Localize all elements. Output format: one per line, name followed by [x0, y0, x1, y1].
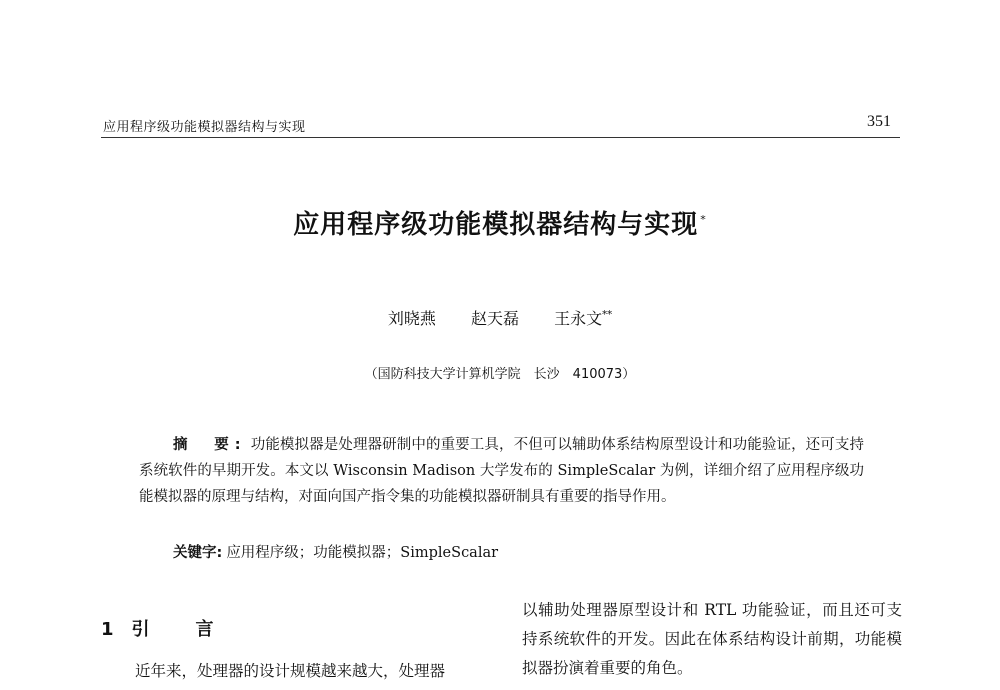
author-name: 赵天磊 — [470, 309, 519, 328]
title-footnote-mark: * — [700, 213, 707, 227]
keywords — [173, 540, 863, 566]
author-footnote-mark: ** — [602, 309, 613, 321]
abstract — [139, 432, 864, 510]
running-head — [101, 110, 891, 136]
header-rule — [101, 137, 900, 138]
section-heading — [101, 615, 228, 641]
author-name-text: 王永文 — [554, 309, 603, 328]
affiliation: （国防科技大学计算机学院 长沙 410073） — [364, 367, 636, 382]
author-name: 刘晓燕 — [387, 309, 436, 328]
abstract-text: 功能模拟器是处理器研制中的重要工具，不但可以辅助体系结构原型设计和功能验证，还可支持系统软件的早期开发。本文以 Wisconsin Madison 大学发布的 SimpleScalar 为例，详细介绍了应用程序级功能模拟器的原理与结构，对面向国产指令集的功能模拟器研制具有重要的指导作用。 — [139, 437, 864, 505]
author-name — [554, 309, 612, 328]
section-title: 引 言 — [131, 619, 228, 640]
abstract-label: 摘 要: — [173, 437, 247, 453]
paper-title — [0, 204, 1000, 241]
paper-title-text: 应用程序级功能模拟器结构与实现 — [293, 210, 699, 240]
section-number: 1 — [101, 619, 114, 640]
keywords-text: 应用程序级；功能模拟器；SimpleScalar — [226, 545, 499, 561]
page-number: 351 — [867, 113, 891, 130]
body-text-left-column: 近年来，处理器的设计规模越来越大，处理器 — [135, 662, 446, 680]
author-list — [0, 306, 1000, 329]
body-text-right-column: 以辅助处理器原型设计和 RTL 功能验证，而且还可支持系统软件的开发。因此在体系结构设计前期，功能模拟器扮演着重要的角色。 — [522, 601, 902, 677]
keywords-label: 关键字: — [173, 545, 223, 561]
running-head-title: 应用程序级功能模拟器结构与实现 — [103, 120, 306, 135]
